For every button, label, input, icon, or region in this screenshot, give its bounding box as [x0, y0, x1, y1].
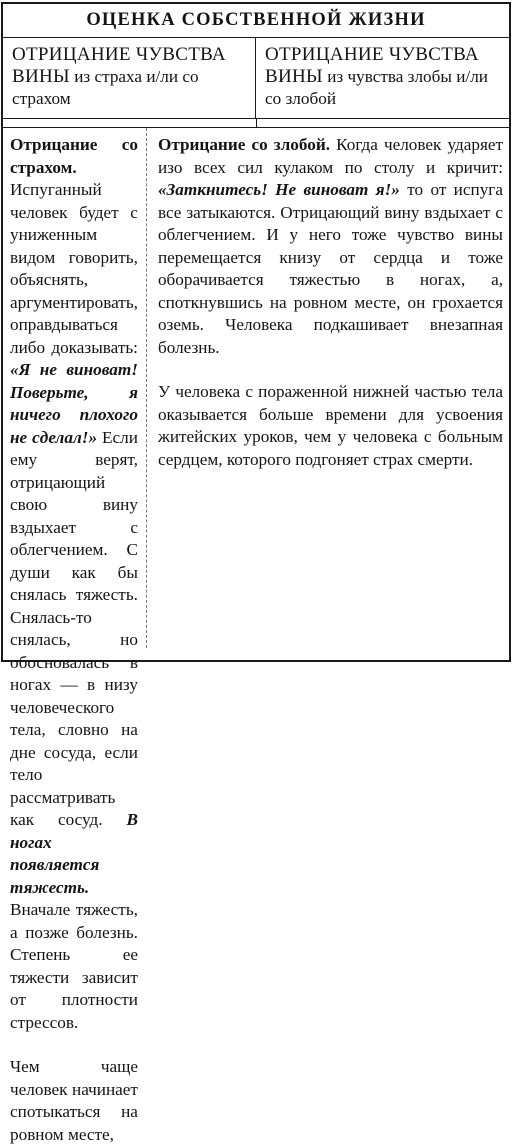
right-paragraph-1 [158, 134, 503, 359]
header-row [3, 38, 509, 119]
right-header-caps: ОТРИЦАНИЕ ЧУВСТВА ВИНЫ [265, 44, 479, 87]
left-lead: Отрицание со страхом. [10, 135, 138, 177]
left-paragraph-2: Чем чаще человек начинает спотыкаться на ровном месте, [10, 1057, 138, 1144]
left-text-b: Если ему верят, отрицающий свою вину вздыхает с облегчением. С души как бы снялась тяжесть. Снялась-то снялась, но обосновалась в ногах — в низу человеческого тела, словно на дне сосуда, если тело рассматривать как сосуд. [10, 427, 138, 829]
left-emphasis: В ногах появляется тяжесть. [10, 810, 138, 897]
left-text-c: Вначале тяжесть, а позже болезнь. Степень ее тяжести зависит от плотности стрессов. [10, 900, 138, 1032]
right-text-a: Когда человек ударяет изо всех сил кулаком по столу и кричит: [157, 135, 503, 177]
table-title: ОЦЕНКА СОБСТВЕННОЙ ЖИЗНИ [3, 4, 509, 38]
left-column-header [3, 38, 256, 118]
right-lead: Отрицание со злобой. [157, 135, 331, 154]
right-column-header [256, 38, 509, 118]
header-spacer-row [3, 119, 509, 128]
right-quote: «Заткнитесь! Не виноват я!» [157, 180, 400, 199]
right-header-rest: из чувства злобы и/ли со злобой [265, 67, 488, 108]
right-text-b: то от испуга все затыкаются. Отрицающий вину вздыхает с облегчением. И у него тоже чувство вины перемещается книзу от сердца и тоже оборачивается тяжестью в ногах, а, споткнувшись на ровном месте, он грохается оземь. Человека подкашивает внезапная болезнь. [157, 180, 503, 357]
right-paragraph-2: У человека с пораженной нижней частью тела оказывается больше времени для усвоения житейских уроков, чем у человека с больным сердцем, которого подгоняет страх смерти. [157, 382, 503, 469]
left-paragraph-1 [10, 134, 138, 1034]
body-row [3, 128, 509, 1144]
left-text-a: Испуганный человек будет с униженным видом говорить, объяснять, аргументировать, оправдываться либо доказывать: [10, 180, 138, 357]
comparison-table [1, 2, 511, 1144]
left-quote: «Я не виноват! Поверьте, я ничего плохого не сделал!» [10, 360, 138, 447]
left-header-rest: из страха и/ли со страхом [12, 67, 199, 108]
right-column-text [147, 128, 509, 648]
left-header-caps: ОТРИЦАНИЕ ЧУВСТВА ВИНЫ [12, 44, 226, 87]
left-column-text [3, 128, 147, 1144]
